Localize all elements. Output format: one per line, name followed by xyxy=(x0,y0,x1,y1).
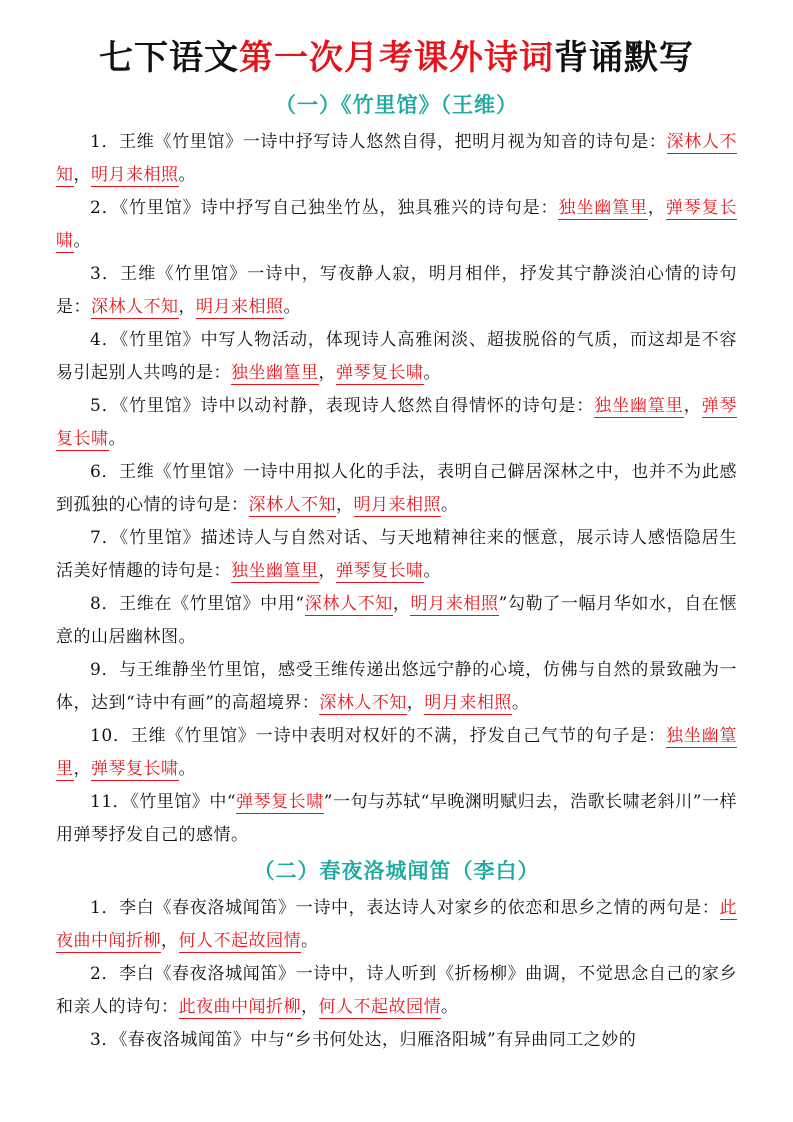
answer-line-2: 明月来相照 xyxy=(91,165,179,185)
question-item xyxy=(56,258,737,324)
question-text: 2．李白《春夜洛城闻笛》一诗中，诗人听到《折杨柳》曲调，不觉思念自己的家乡和亲人的诗句： xyxy=(56,964,737,1017)
question-item xyxy=(56,654,737,720)
question-text: 9．与王维静坐竹里馆，感受王维传递出悠远宁静的心境，仿佛与自然的景致融为一体，达到“诗中有画”的高超境界： xyxy=(56,660,737,713)
question-text: 11．《竹里馆》中“ xyxy=(90,792,237,812)
question-item xyxy=(56,324,737,390)
question-text: 6．王维《竹里馆》一诗中用拟人化的手法，表明自己僻居深林之中，也并不为此感到孤独的心情的诗句是： xyxy=(56,462,737,515)
question-tail: 。 xyxy=(423,363,441,383)
question-item xyxy=(56,192,737,258)
answer-line-1: 独坐幽篁里 xyxy=(231,561,319,581)
question-tail: ”一句与苏轼“早晚渊明赋归去，浩歌长啸老斜川”一样用弹琴抒发自己的感情。 xyxy=(56,792,738,845)
answer-separator: ， xyxy=(683,396,702,416)
answer-line-2: 弹琴复长啸 xyxy=(336,561,424,581)
answer-separator: ， xyxy=(318,561,336,581)
question-item xyxy=(56,1024,737,1057)
answer-line-1: 独坐幽篁里 xyxy=(231,363,319,383)
question-tail: 。 xyxy=(423,561,441,581)
answer-line-2: 弹琴复长啸 xyxy=(91,759,179,779)
question-text: 4．《竹里馆》中写人物活动，体现诗人高雅闲淡、超拔脱俗的气质，而这却是不容易引起别人共鸣的是： xyxy=(56,330,737,383)
answer-line-1: 深林人不知 xyxy=(304,594,393,614)
answer-line-1: 独坐幽篁里 xyxy=(558,198,648,218)
question-item xyxy=(56,958,737,1024)
question-item xyxy=(56,588,737,654)
answer-line-1: 独坐幽篁里 xyxy=(56,726,738,779)
question-text: 3．王维《竹里馆》一诗中，写夜静人寂，明月相伴，抒发其宁静淡泊心情的诗句是： xyxy=(56,264,737,317)
answer-separator: ， xyxy=(301,997,319,1017)
answer-separator: ， xyxy=(73,759,91,779)
sections-container xyxy=(56,90,737,1057)
title-part-2: 第一次月考课外诗词 xyxy=(239,38,554,78)
answer-line-1: 独坐幽篁里 xyxy=(594,396,684,416)
answer-line-1: 深林人不知 xyxy=(248,495,336,515)
question-item xyxy=(56,126,737,192)
answer-line-1: 弹琴复长啸 xyxy=(236,792,324,812)
question-text: 10．王维《竹里馆》一诗中表明对权奸的不满，抒发自己气节的句子是： xyxy=(90,726,666,746)
question-tail: 。 xyxy=(178,165,196,185)
question-tail: 。 xyxy=(108,429,126,449)
question-item xyxy=(56,456,737,522)
answer-line-1: 深林人不知 xyxy=(91,297,179,317)
answer-separator: ， xyxy=(161,931,179,951)
answer-line-2: 明月来相照 xyxy=(424,693,512,713)
question-tail: 。 xyxy=(178,759,196,779)
question-text: 3．《春夜洛城闻笛》中与“乡书何处达，归雁洛阳城”有异曲同工之妙的 xyxy=(90,1030,637,1050)
question-text: 1．李白《春夜洛城闻笛》一诗中，表达诗人对家乡的依恋和思乡之情的两句是： xyxy=(90,898,720,918)
question-item xyxy=(56,786,737,852)
question-item xyxy=(56,522,737,588)
question-text: 7．《竹里馆》描述诗人与自然对话、与天地精神往来的惬意，展示诗人感悟隐居生活美好情趣的诗句是： xyxy=(56,528,737,581)
question-tail: 。 xyxy=(511,693,530,713)
question-text: 1．王维《竹里馆》一诗中抒写诗人悠然自得，把明月视为知音的诗句是： xyxy=(90,132,667,152)
question-item xyxy=(56,720,737,786)
question-text: 8．王维在《竹里馆》中用“ xyxy=(90,594,305,614)
answer-separator: ， xyxy=(178,297,196,317)
section-title: （二）春夜洛城闻笛（李白） xyxy=(253,859,540,883)
answer-separator: ， xyxy=(647,198,666,218)
answer-line-2: 明月来相照 xyxy=(196,297,284,317)
question-tail: 。 xyxy=(73,231,91,251)
page-title xyxy=(56,36,737,80)
answer-separator: ， xyxy=(392,594,411,614)
question-tail: 。 xyxy=(441,997,459,1017)
answer-separator: ， xyxy=(336,495,354,515)
title-part-3: 背诵默写 xyxy=(554,38,694,78)
answer-line-2: 何人不起故园情 xyxy=(318,997,441,1017)
question-text: 5．《竹里馆》诗中以动衬静，表现诗人悠然自得情怀的诗句是： xyxy=(90,396,595,416)
question-item xyxy=(56,390,737,456)
question-tail: ”勾勒了一幅月华如水，自在惬意的山居幽林图。 xyxy=(56,594,738,647)
answer-line-2: 明月来相照 xyxy=(410,594,499,614)
answer-separator: ， xyxy=(318,363,336,383)
section-title: （一）《竹里馆》（王维） xyxy=(275,93,518,117)
answer-line-2: 何人不起故园情 xyxy=(178,931,301,951)
question-tail: 。 xyxy=(283,297,301,317)
answer-line-2: 弹琴复长啸 xyxy=(56,396,738,449)
answer-line-2: 弹琴复长啸 xyxy=(56,198,738,251)
title-part-1: 七下语文 xyxy=(99,38,239,78)
answer-line-2: 弹琴复长啸 xyxy=(336,363,424,383)
question-item xyxy=(56,892,737,958)
answer-line-2: 明月来相照 xyxy=(353,495,441,515)
answer-line-1: 此夜曲中闻折柳 xyxy=(178,997,301,1017)
answer-line-1: 深林人不知 xyxy=(56,132,737,185)
answer-separator: ， xyxy=(406,693,425,713)
answer-line-1: 深林人不知 xyxy=(319,693,407,713)
question-tail: 。 xyxy=(301,931,319,951)
question-text: 2．《竹里馆》诗中抒写自己独坐竹丛，独具雅兴的诗句是： xyxy=(90,198,559,218)
answer-separator: ， xyxy=(73,165,91,185)
answer-line-1: 此夜曲中闻折柳 xyxy=(56,898,737,951)
question-tail: 。 xyxy=(441,495,459,515)
